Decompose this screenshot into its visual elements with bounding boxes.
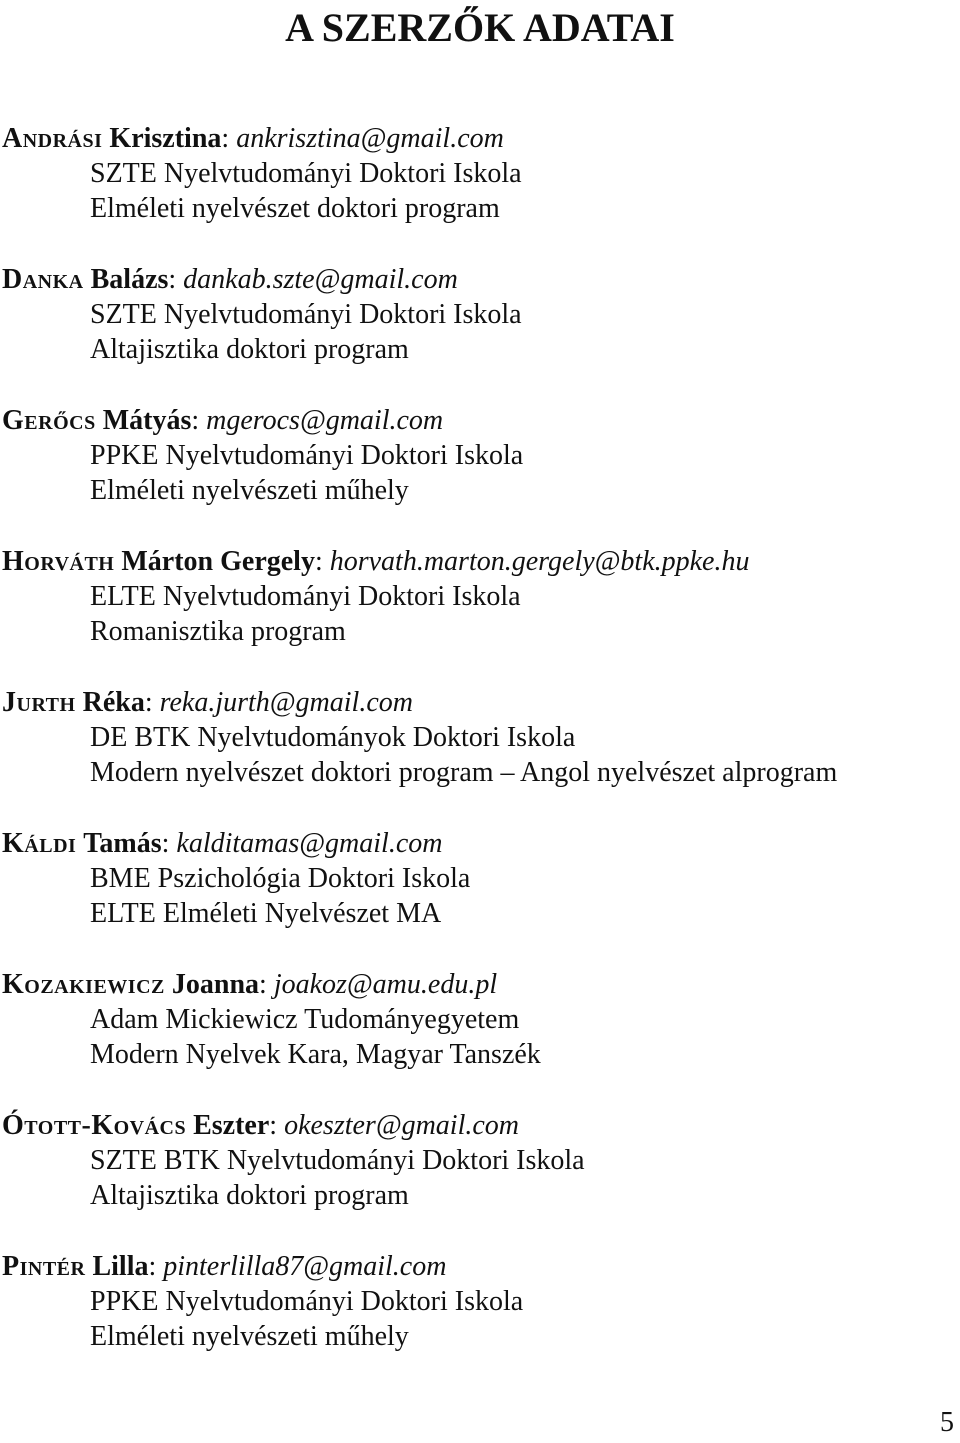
author-entry bbox=[0, 544, 960, 649]
author-heading: Káldi Tamás: kalditamas@gmail.com bbox=[2, 828, 443, 859]
author-affiliation: PPKE Nyelvtudományi Doktori Iskola bbox=[90, 440, 524, 471]
author-affiliation: ELTE Nyelvtudományi Doktori Iskola bbox=[90, 581, 521, 612]
author-entry bbox=[0, 121, 960, 226]
author-email[interactable]: mgerocs@gmail.com bbox=[206, 405, 444, 436]
author-program: Elméleti nyelvészeti műhely bbox=[90, 1321, 409, 1352]
author-heading: Danka Balázs: dankab.szte@gmail.com bbox=[2, 264, 458, 295]
author-given-name: Tamás bbox=[83, 828, 162, 859]
author-heading: Pintér Lilla: pinterlilla87@gmail.com bbox=[2, 1251, 447, 1282]
author-affiliation: Adam Mickiewicz Tudományegyetem bbox=[90, 1004, 520, 1035]
author-program: Altajisztika doktori program bbox=[90, 334, 409, 365]
author-given-name: Réka bbox=[82, 687, 145, 718]
author-heading: Kozakiewicz Joanna: joakoz@amu.edu.pl bbox=[2, 969, 498, 1000]
author-surname: Ótott-Kovács bbox=[2, 1110, 187, 1141]
author-given-name: Krisztina bbox=[109, 123, 222, 154]
author-heading: Ótott-Kovács Eszter: okeszter@gmail.com bbox=[2, 1110, 520, 1141]
author-entry bbox=[0, 1108, 960, 1213]
author-surname: Káldi bbox=[2, 828, 77, 859]
author-email[interactable]: kalditamas@gmail.com bbox=[176, 828, 443, 859]
author-affiliation: SZTE BTK Nyelvtudományi Doktori Iskola bbox=[90, 1145, 585, 1176]
author-email[interactable]: reka.jurth@gmail.com bbox=[159, 687, 413, 718]
author-program: Romanisztika program bbox=[90, 616, 346, 647]
author-email[interactable]: horvath.marton.gergely@btk.ppke.hu bbox=[329, 546, 750, 577]
author-entry bbox=[0, 1249, 960, 1354]
author-affiliation: DE BTK Nyelvtudományok Doktori Iskola bbox=[90, 722, 576, 753]
author-heading: Horváth Márton Gergely: horvath.marton.gergely@btk.ppke.hu bbox=[2, 546, 750, 577]
author-given-name: Mátyás bbox=[102, 405, 192, 436]
author-entry bbox=[0, 685, 960, 790]
author-entry bbox=[0, 262, 960, 367]
author-email[interactable]: ankrisztina@gmail.com bbox=[236, 123, 504, 154]
author-affiliation: BME Pszichológia Doktori Iskola bbox=[90, 863, 471, 894]
author-email[interactable]: dankab.szte@gmail.com bbox=[183, 264, 458, 295]
author-given-name: Eszter bbox=[193, 1110, 270, 1141]
author-given-name: Márton Gergely bbox=[121, 546, 315, 577]
author-surname-suffix: i bbox=[94, 123, 103, 154]
author-affiliation: PPKE Nyelvtudományi Doktori Iskola bbox=[90, 1286, 524, 1317]
author-surname: Horváth bbox=[2, 546, 115, 577]
author-email[interactable]: okeszter@gmail.com bbox=[284, 1110, 520, 1141]
author-entry bbox=[0, 967, 960, 1072]
author-program: Modern Nyelvek Kara, Magyar Tanszék bbox=[90, 1039, 541, 1070]
author-affiliation: SZTE Nyelvtudományi Doktori Iskola bbox=[90, 299, 522, 330]
author-surname: Jurth bbox=[2, 687, 76, 718]
author-heading: Andrási Krisztina: ankrisztina@gmail.com bbox=[2, 123, 504, 154]
author-given-name: Lilla bbox=[92, 1251, 149, 1282]
author-program: Elméleti nyelvészet doktori program bbox=[90, 193, 500, 224]
author-heading: Gerőcs Mátyás: mgerocs@gmail.com bbox=[2, 405, 444, 436]
author-affiliation: SZTE Nyelvtudományi Doktori Iskola bbox=[90, 158, 522, 189]
author-email[interactable]: pinterlilla87@gmail.com bbox=[163, 1251, 447, 1282]
author-surname: Danka bbox=[2, 264, 84, 295]
author-program: ELTE Elméleti Nyelvészet MA bbox=[90, 898, 442, 929]
author-surname: Pintér bbox=[2, 1251, 86, 1282]
page-number: 5 bbox=[940, 1407, 954, 1438]
author-surname: Kozakiewicz bbox=[2, 969, 165, 1000]
author-entry bbox=[0, 826, 960, 931]
page-title: A SZERZŐK ADATAI bbox=[285, 5, 675, 50]
author-given-name: Joanna bbox=[171, 969, 260, 1000]
author-given-name: Balázs bbox=[90, 264, 169, 295]
author-surname: Gerőcs bbox=[2, 405, 96, 436]
author-email[interactable]: joakoz@amu.edu.pl bbox=[273, 969, 498, 1000]
author-program: Elméleti nyelvészeti műhely bbox=[90, 475, 409, 506]
author-program: Modern nyelvészet doktori program – Angol nyelvészet alprogram bbox=[90, 757, 838, 788]
author-surname: András bbox=[2, 123, 95, 154]
author-program: Altajisztika doktori program bbox=[90, 1180, 409, 1211]
author-heading: Jurth Réka: reka.jurth@gmail.com bbox=[2, 687, 413, 718]
author-entry bbox=[0, 403, 960, 508]
